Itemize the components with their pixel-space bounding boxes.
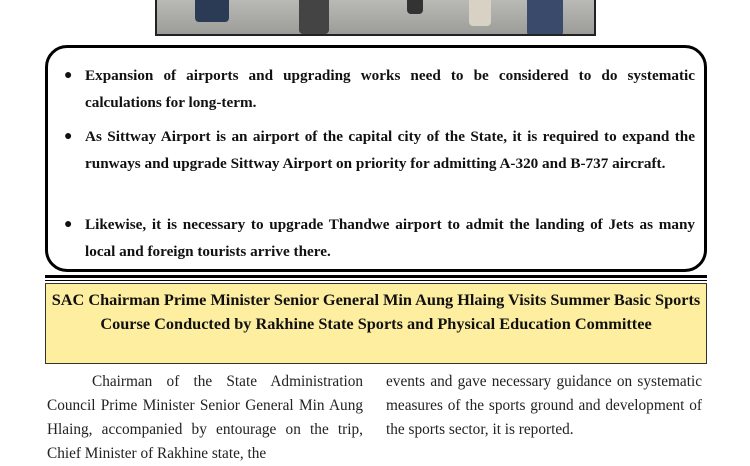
bullet-text: As Sittway Airport is an airport of the capital city of the State, it is required to expand the runways and upgrade Sittway Airport on priority for admitting A-320 and B-737 aircraft. [85, 128, 695, 172]
section-divider-thick [45, 275, 707, 278]
photo-figure [527, 0, 563, 36]
bullet-dot-icon: ● [64, 217, 73, 232]
bullet-points-box [45, 45, 707, 272]
news-photo [155, 0, 596, 36]
article-column-left: Chairman of the State Administration Council Prime Minister Senior General Min Aung Hlaing, accompanied by entourage on the trip, Chief Minister of Rakhine state, the [47, 373, 363, 462]
article-headline: SAC Chairman Prime Minister Senior General Min Aung Hlaing Visits Summer Basic Sports Course Conducted by Rakhine State Sports and Physical Education Committee [45, 283, 707, 364]
bullet-dot-icon: ● [64, 68, 73, 83]
bullet-item [64, 123, 695, 177]
photo-figure [299, 0, 329, 34]
bullet-text: Expansion of airports and upgrading works need to be considered to do systematic calculations for long-term. [85, 67, 695, 111]
photo-figure [407, 0, 423, 14]
bullet-item [64, 62, 695, 116]
bullet-text: Likewise, it is necessary to upgrade Thandwe airport to admit the landing of Jets as many local and foreign tourists arrive there. [85, 216, 695, 260]
bullet-dot-icon: ● [64, 129, 73, 144]
photo-figure [195, 0, 229, 22]
article-column-right: events and gave necessary guidance on systematic measures of the sports ground and development of the sports sector, it is reported. [386, 373, 702, 438]
photo-figure [469, 0, 491, 26]
section-divider-thin [45, 280, 707, 281]
bullet-item [64, 211, 695, 265]
